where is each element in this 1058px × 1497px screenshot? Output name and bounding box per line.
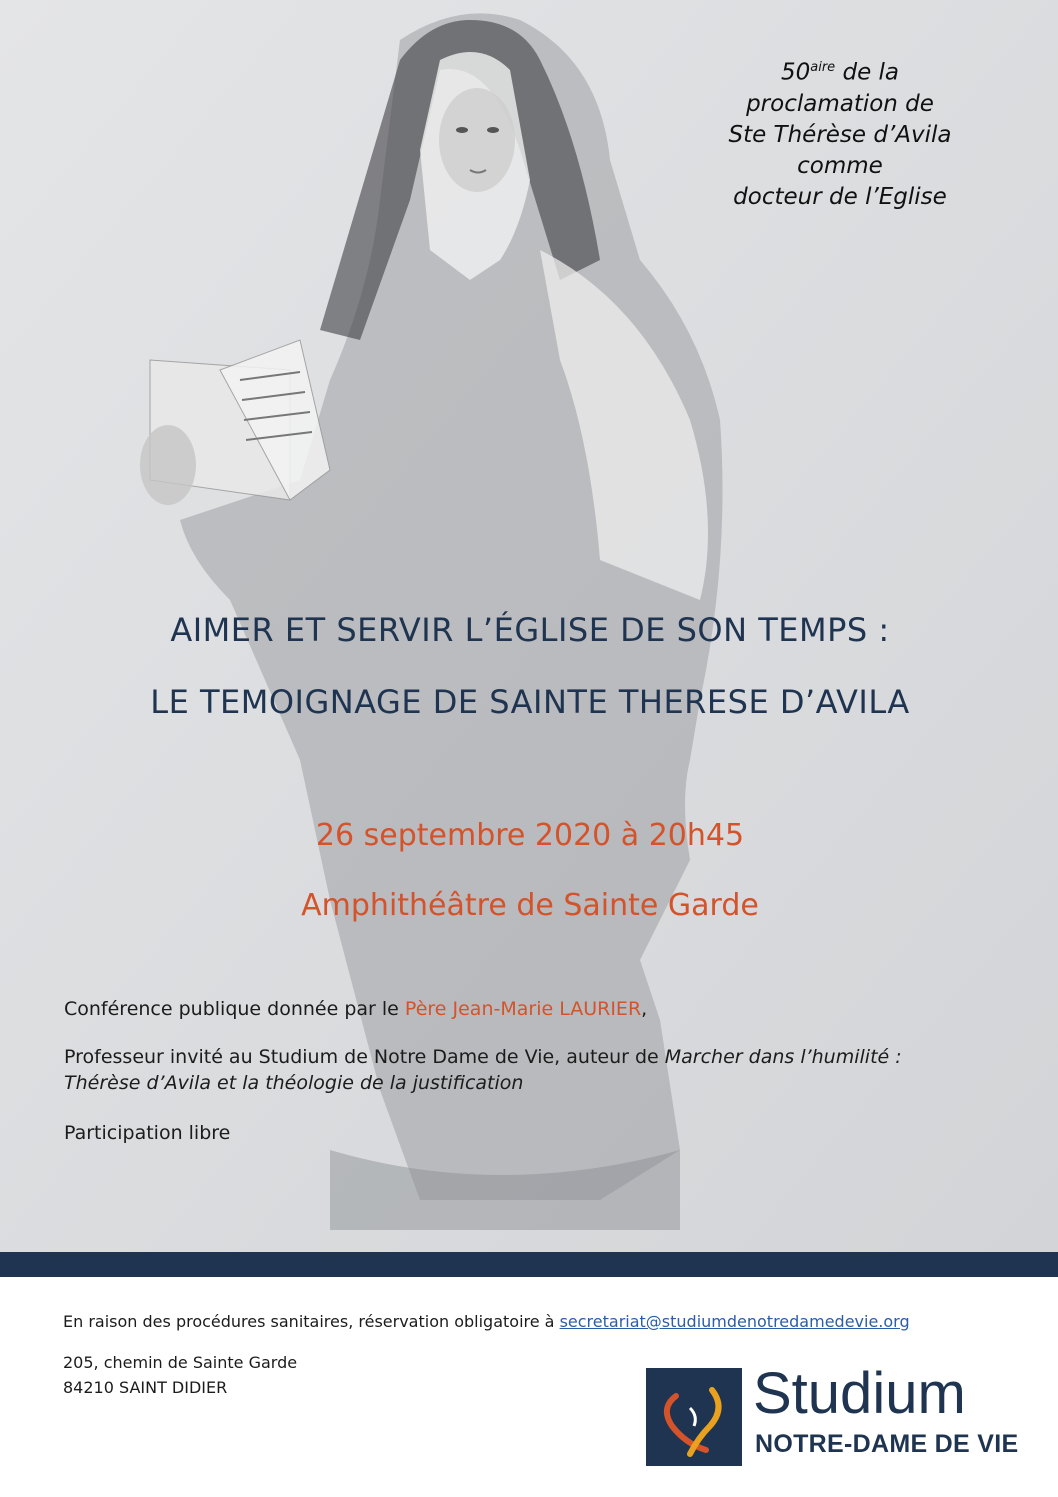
anniversary-line-3: Ste Thérèse d’Avila — [728, 121, 952, 148]
participation-note: Participation libre — [64, 1122, 231, 1144]
anniversary-line-4: comme — [797, 152, 883, 179]
logo-subtitle: NOTRE-DAME DE VIE — [755, 1430, 1019, 1458]
anniversary-line-2: proclamation de — [746, 90, 934, 117]
speaker-line: Conférence publique donnée par le Père Jean-Marie LAURIER, — [64, 998, 648, 1020]
conference-title-line-2: LE TEMOIGNAGE DE SAINTE THERESE D’AVILA — [150, 683, 910, 721]
studium-logo-icon — [646, 1368, 742, 1466]
address-line-1: 205, chemin de Sainte Garde — [63, 1353, 298, 1372]
speaker-bio: Professeur invité au Studium de Notre Dame de Vie, auteur de Marcher dans l’humilité : Thérèse d’Avila et la théologie de la justification — [64, 1046, 902, 1094]
address-line-2: 84210 SAINT DIDIER — [63, 1378, 228, 1397]
speaker-name: Père Jean-Marie LAURIER — [404, 998, 642, 1020]
anniversary-line-1: $50^{aire}$ de la — [780, 59, 900, 86]
logo-name: Studium — [753, 1361, 966, 1426]
anniversary-note — [690, 52, 990, 213]
event-date: 26 septembre 2020 à 20h45 — [315, 818, 745, 853]
book-title: Marcher dans l’humilité : Thérèse d’Avila et la théologie de la justification — [64, 1046, 902, 1094]
conference-title-line-1: AIMER ET SERVIR L’ÉGLISE DE SON TEMPS : — [170, 611, 890, 649]
anniversary-line-5: docteur de l’Eglise — [733, 183, 947, 210]
divider-band — [0, 1252, 1058, 1277]
reservation-notice: En raison des procédures sanitaires, réservation obligatoire à secretariat@studiumdenotredamedevie.org — [63, 1312, 910, 1331]
event-place: Amphithéâtre de Sainte Garde — [301, 888, 759, 923]
email-link[interactable]: secretariat@studiumdenotredamedevie.org — [559, 1312, 910, 1331]
